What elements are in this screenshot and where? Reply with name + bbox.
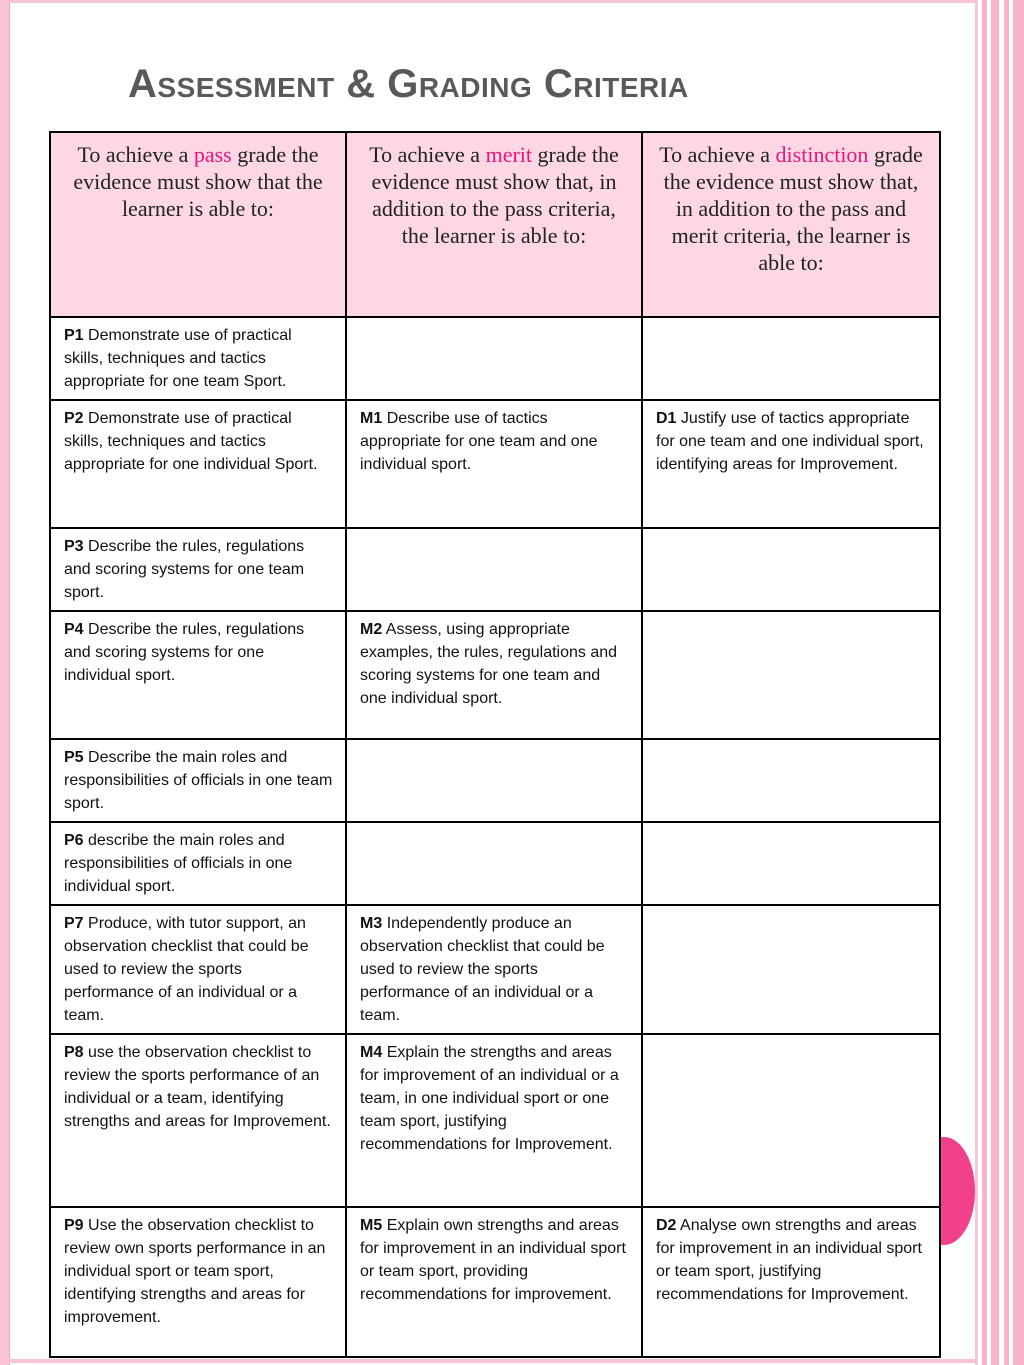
distinction-criterion [642,528,940,611]
distinction-criterion: D1 Justify use of tactics appropriate for one team and one individual sport, identifying areas for Improvement. [642,400,940,528]
right-border-decoration [975,0,978,1365]
table-row [50,528,940,611]
table-row [50,739,940,822]
pass-criterion: P6 describe the main roles and responsibilities of officials in one individual sport. [50,822,346,905]
pass-criterion: P2 Demonstrate use of practical skills, techniques and tactics appropriate for one individual Sport. [50,400,346,528]
distinction-criterion [642,611,940,739]
table-row [50,1034,940,1207]
table-row [50,400,940,528]
distinction-criterion: D2 Analyse own strengths and areas for improvement in an individual sport or team sport, justifying recommendations for Improvement. [642,1207,940,1357]
page-title: Assessment & Grading Criteria [128,62,689,106]
merit-keyword: merit [485,142,533,167]
table-row [50,611,940,739]
pass-criterion: P7 Produce, with tutor support, an observation checklist that could be used to review the sports performance of an individual or a team. [50,905,346,1034]
merit-criterion [346,739,642,822]
right-stripe [1004,0,1009,1365]
table-row [50,905,940,1034]
distinction-criterion [642,822,940,905]
right-stripe [982,0,987,1365]
table-row [50,1207,940,1357]
distinction-keyword: distinction [775,142,869,167]
pass-keyword: pass [193,142,232,167]
distinction-criterion [642,739,940,822]
merit-criterion: M5 Explain own strengths and areas for improvement in an individual sport or team sport, providing recommendations for improvement. [346,1207,642,1357]
criteria-table [49,131,941,1358]
left-border-decoration [0,0,10,1365]
distinction-criterion [642,317,940,400]
merit-criterion: M4 Explain the strengths and areas for improvement of an individual or a team, in one individual sport or one team sport, justifying recommendations for Improvement. [346,1034,642,1207]
merit-criterion: M2 Assess, using appropriate examples, the rules, regulations and scoring systems for one team and one individual sport. [346,611,642,739]
pass-criterion: P1 Demonstrate use of practical skills, techniques and tactics appropriate for one team Sport. [50,317,346,400]
pass-criterion: P8 use the observation checklist to review the sports performance of an individual or a team, identifying strengths and areas for Improvement. [50,1034,346,1207]
distinction-header: To achieve a distinction grade the evidence must show that, in addition to the pass and merit criteria, the learner is able to: [642,132,940,317]
pass-criterion: P5 Describe the main roles and responsibilities of officials in one team sport. [50,739,346,822]
distinction-criterion [642,1034,940,1207]
top-border-decoration [9,0,976,3]
pass-criterion: P9 Use the observation checklist to review own sports performance in an individual sport or team sport, identifying strengths and areas for improvement. [50,1207,346,1357]
criteria-header-row [50,132,940,317]
table-row [50,822,940,905]
right-stripe [991,0,999,1365]
merit-criterion [346,528,642,611]
table-row [50,317,940,400]
pass-criterion: P3 Describe the rules, regulations and scoring systems for one team sport. [50,528,346,611]
merit-header: To achieve a merit grade the evidence must show that, in addition to the pass criteria, the learner is able to: [346,132,642,317]
pass-header: To achieve a pass grade the evidence must show that the learner is able to: [50,132,346,317]
pass-criterion: P4 Describe the rules, regulations and scoring systems for one individual sport. [50,611,346,739]
merit-criterion [346,822,642,905]
bottom-border-decoration [9,1359,976,1363]
distinction-criterion [642,905,940,1034]
merit-criterion [346,317,642,400]
right-stripe [1013,0,1024,1365]
merit-criterion: M1 Describe use of tactics appropriate for one team and one individual sport. [346,400,642,528]
merit-criterion: M3 Independently produce an observation checklist that could be used to review the sports performance of an individual or a team. [346,905,642,1034]
